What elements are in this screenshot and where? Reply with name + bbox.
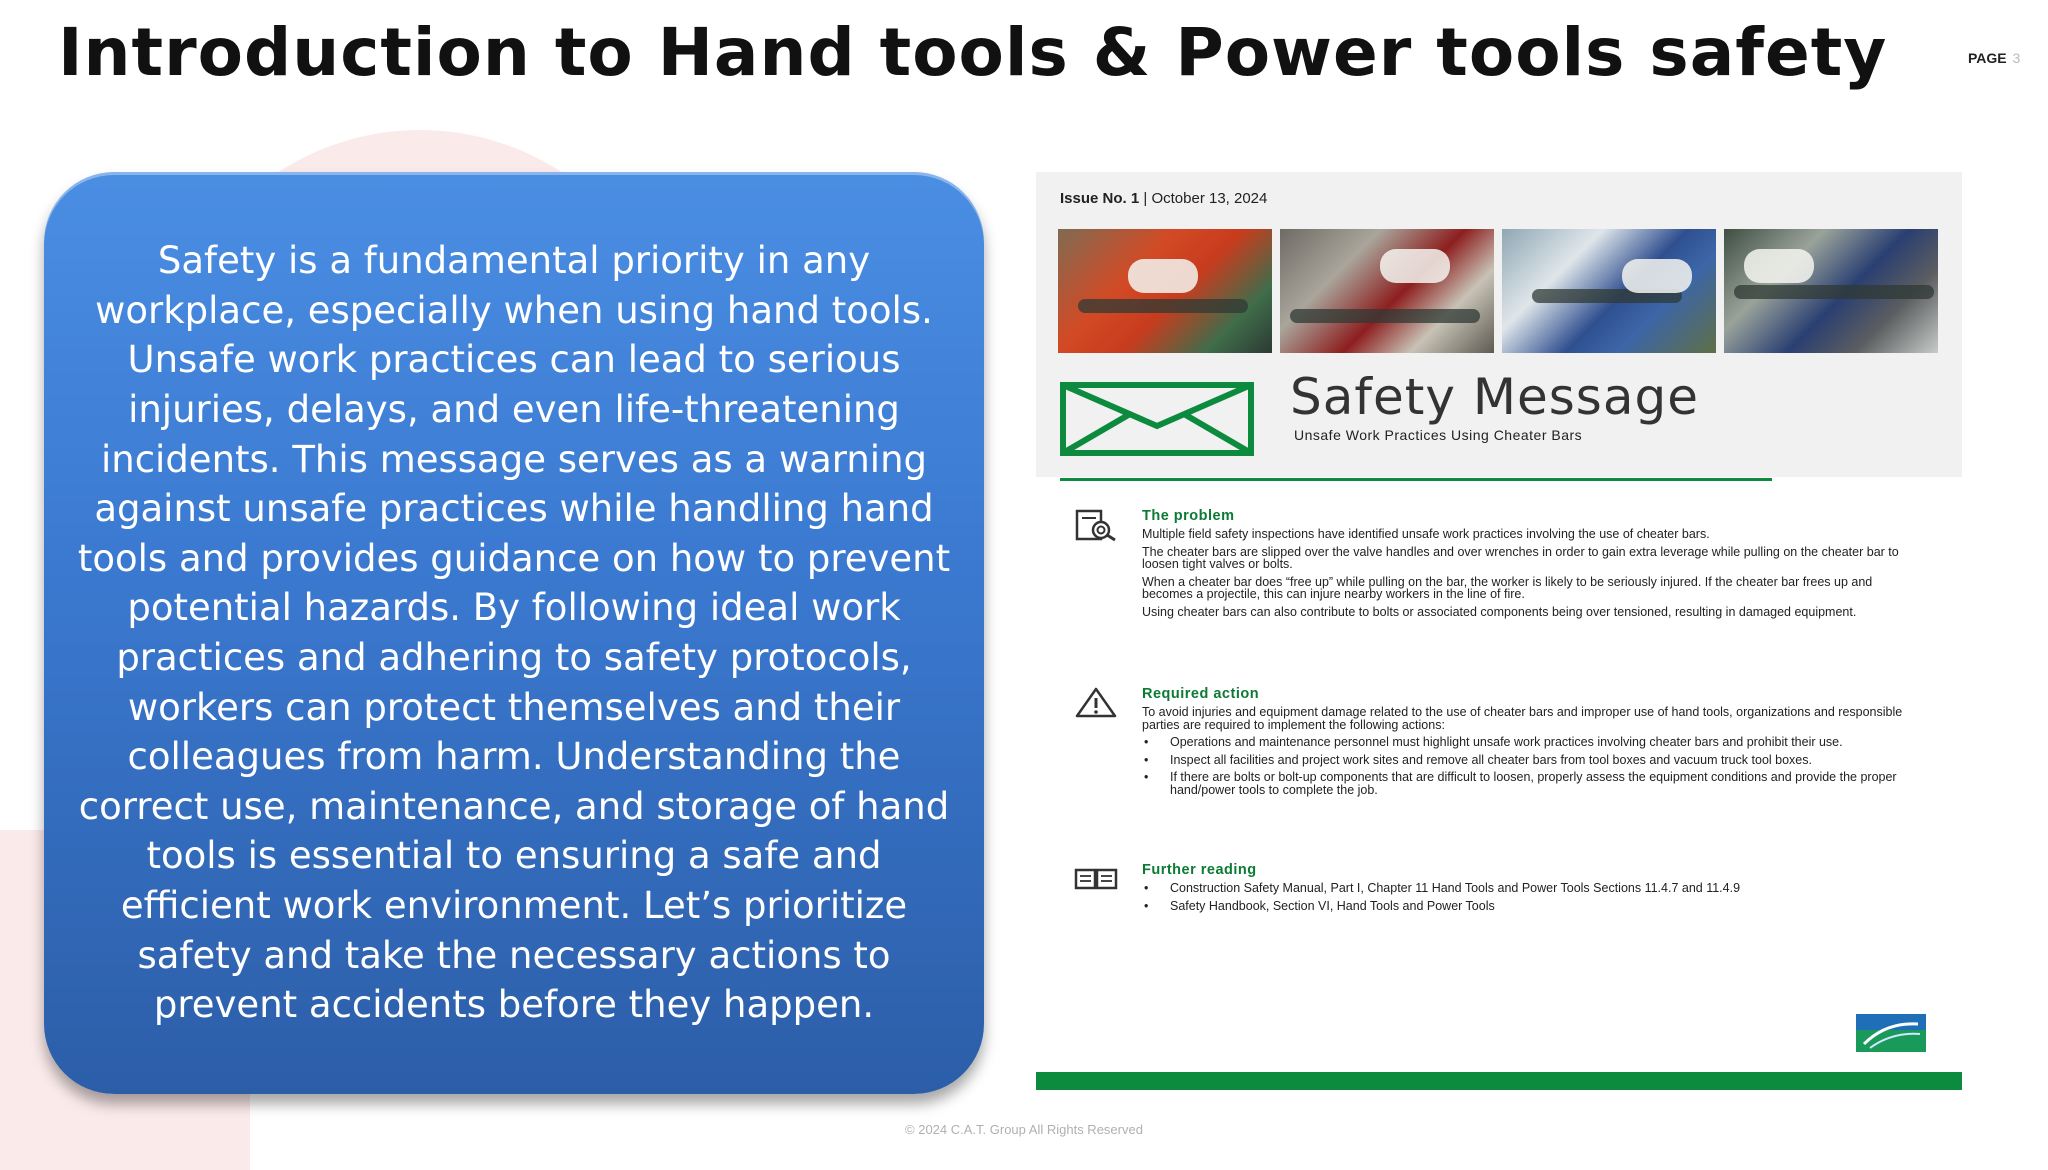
reading-title: Further reading (1142, 862, 1257, 878)
safety-message-document (1036, 172, 1962, 1092)
photo-3 (1502, 229, 1716, 353)
problem-paragraph: Multiple field safety inspections have identified unsafe work practices involving the use of cheater bars. (1142, 527, 1710, 541)
problem-paragraph: The cheater bars are slipped over the valve handles and over wrenches in order to gain extra leverage while pulling on the cheater bar to loosen tight valves or bolts. (1142, 544, 1899, 571)
issue-date: October 13, 2024 (1151, 190, 1268, 207)
warning-triangle-icon (1074, 686, 1118, 720)
page-number: 3 (2012, 50, 2021, 66)
list-item: • Inspect all facilities and project work sites and remove all cheater bars from tool boxes and vacuum truck tool boxes. (1170, 754, 1922, 767)
action-list (1142, 736, 1922, 796)
intro-text: Safety is a fundamental priority in any workplace, especially when using hand tools. Unsafe work practices can lead to serious injuries, delays, and even life-threatening incidents. This message serves as a warning against unsafe practices while handling hand tools and provides guidance on how to prevent potential hazards. By following ideal work practices and adhering to safety protocols, workers can protect themselves and their colleagues from harm. Understanding the correct use, maintenance, and storage of hand tools is essential to ensuring a safe and efficient work environment. Let’s prioritize safety and take the necessary actions to prevent accidents before they happen. (77, 239, 951, 1027)
photo-2 (1280, 229, 1494, 353)
company-logo (1856, 1014, 1926, 1052)
list-item: • Operations and maintenance personnel must highlight unsafe work practices involving cheater bars and prohibit their use. (1170, 736, 1922, 749)
magnifier-document-icon (1074, 508, 1118, 542)
issue-separator: | (1143, 190, 1148, 207)
action-intro: To avoid injuries and equipment damage related to the use of cheater bars and improper use of hand tools, organizations and responsible parties are required to implement the following actions: (1142, 705, 1903, 732)
intro-text-panel (44, 172, 984, 1094)
action-title: Required action (1142, 686, 1260, 702)
envelope-icon (1060, 382, 1254, 456)
photo-1 (1058, 229, 1272, 353)
problem-paragraph: When a cheater bar does “free up” while pulling on the bar, the worker is likely to be seriously injured. If the cheater bar frees up and becomes a projectile, this can injure nearby workers in the line of fire. (1142, 574, 1873, 601)
open-book-icon (1074, 862, 1118, 896)
reading-list (1142, 882, 1922, 912)
copyright-footer: © 2024 C.A.T. Group All Rights Reserved (905, 1122, 1143, 1137)
header-divider (1060, 478, 1772, 481)
page-label: PAGE (1968, 50, 2007, 66)
issue-line (1060, 190, 1267, 207)
document-footer-bar (1036, 1072, 1962, 1090)
list-item: • Safety Handbook, Section VI, Hand Tools and Power Tools (1170, 900, 1922, 913)
list-item: • Construction Safety Manual, Part I, Chapter 11 Hand Tools and Power Tools Sections 11.4.7 and 11.4.9 (1170, 882, 1922, 895)
slide-title: Introduction to Hand tools & Power tools safety (58, 14, 1888, 91)
page-indicator (1968, 50, 2020, 66)
photo-4 (1724, 229, 1938, 353)
issue-number: Issue No. 1 (1060, 190, 1140, 207)
problem-title: The problem (1142, 508, 1235, 524)
document-heading: Safety Message (1290, 368, 1699, 426)
photo-strip (1058, 229, 1938, 353)
problem-paragraph: Using cheater bars can also contribute to bolts or associated components being over tensioned, resulting in damaged equipment. (1142, 604, 1857, 619)
document-subheading: Unsafe Work Practices Using Cheater Bars (1294, 427, 1583, 443)
document-header (1036, 172, 1962, 477)
list-item: • If there are bolts or bolt-up components that are difficult to loosen, properly assess the equipment conditions and provide the proper hand/power tools to complete the job. (1170, 771, 1922, 796)
